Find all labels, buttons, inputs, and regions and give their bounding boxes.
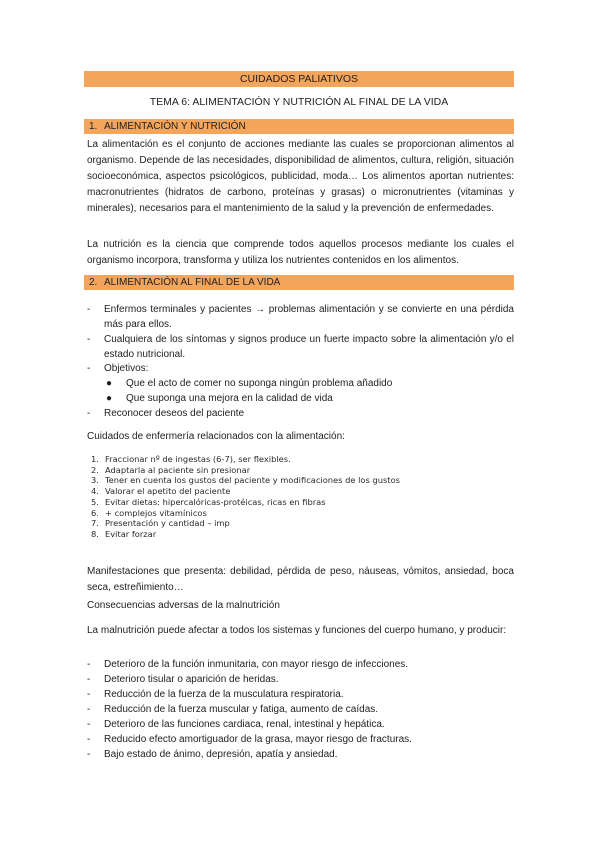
list-marker: - [87,659,91,670]
bullet-text: Que suponga una mejora en la calidad de vida [126,393,333,404]
list-marker: - [87,719,91,730]
numbered-item: 7. Presentación y cantidad – imp [91,518,230,529]
section-number: 1. [89,121,98,132]
list-item-text: Reducción de la fuerza de la musculatura respiratoria. [104,689,344,700]
document-title: CUIDADOS PALIATIVOS [84,71,514,87]
section-heading-1 [84,119,514,134]
numbered-item: 1. Fraccionar nº de ingestas (6-7), ser flexibles. [91,454,291,464]
section-heading-2 [84,275,514,290]
list-marker: - [87,734,91,745]
list-marker: - [87,363,91,374]
paragraph-nutricion: La nutrición es la ciencia que comprende todos aquellos procesos mediante los cuales el organismo incorpora, transforma y utiliza los nutrientes contenidos en los alimentos. [87,239,514,266]
list-marker: - [87,689,91,700]
list-item-text: Cualquiera de los síntomas y signos produce un fuerte impacto sobre la alimentación y/o el estado nutricional. [104,334,514,360]
list-item-text: Deterioro de las funciones cardiaca, renal, intestinal y hepática. [104,719,385,730]
paragraph-malnutricion: La malnutrición puede afectar a todos los sistemas y funciones del cuerpo humano, y producir: [87,625,507,636]
bullet-text: Que el acto de comer no suponga ningún problema añadido [126,378,393,389]
list-marker: - [87,408,91,419]
list-marker: - [87,304,91,315]
list-item-text: Reducido efecto amortiguador de la grasa, mayor riesgo de fracturas. [104,734,412,745]
numbered-item: 2. Adaptarla al paciente sin presionar [91,464,251,475]
numbered-item: 8. Evitar forzar [91,528,157,539]
list-item-text: Enfermos terminales y pacientes → problemas alimentación y se convierte en una pérdida más para ellos. [104,304,514,330]
section-title: ALIMENTACIÓN AL FINAL DE LA VIDA [104,277,281,288]
nursing-care-heading: Cuidados de enfermería relacionados con la alimentación: [87,431,345,442]
list-item-text: Deterioro de la función inmunitaria, con mayor riesgo de infecciones. [104,659,409,670]
numbered-item: 5. Evitar dietas: hipercalóricas-protéicas, ricas en fibras [91,496,326,507]
list-item-text: Bajo estado de ánimo, depresión, apatía y ansiedad. [104,749,338,760]
list-item-text: Reconocer deseos del paciente [104,408,245,419]
list-marker: - [87,334,91,345]
section-number: 2. [89,277,98,288]
list-item-text: Objetivos: [104,363,149,374]
numbered-item: 6. + complejos vitamínicos [91,507,207,518]
bullet-icon: ● [106,393,113,404]
list-marker: - [87,674,91,685]
nursing-care-list [91,454,400,540]
consequences-heading: Consecuencias adversas de la malnutrición [87,600,280,611]
list-item-text: Reducción de la fuerza muscular y fatiga, aumento de caídas. [104,704,379,715]
bullet-icon: ● [106,378,113,389]
list-marker: - [87,704,91,715]
list-item-text: Deterioro tisular o aparición de heridas. [104,674,279,685]
paragraph-alimentacion: La alimentación es el conjunto de acciones mediante las cuales se proporcionan alimentos al organismo. Depende de las necesidades, disponibilidad de alimentos, cultura, religión, situación socioeconómica, aspectos psicológicos, publicidad, moda… Los alimentos aportan nutrientes: macronutrientes (hidratos de carbono, proteínas y grasas) o micronutrientes (vitaminas y minerales), necesarios para el mantenimiento de la salud y la prevención de enfermedades. [87,139,514,214]
paragraph-manifestaciones: Manifestaciones que presenta: debilidad, pérdida de peso, náuseas, vómitos, ansiedad, boca seca, estreñimiento… [87,566,514,593]
document-subtitle: TEMA 6: ALIMENTACIÓN Y NUTRICIÓN AL FINAL DE LA VIDA [149,96,449,108]
list-marker: - [87,749,91,760]
section-title: ALIMENTACIÓN Y NUTRICIÓN [104,121,246,132]
numbered-item: 3. Tener en cuenta los gustos del paciente y modificaciones de los gustos [91,475,400,486]
numbered-item: 4. Valorar el apetito del paciente [91,486,231,497]
